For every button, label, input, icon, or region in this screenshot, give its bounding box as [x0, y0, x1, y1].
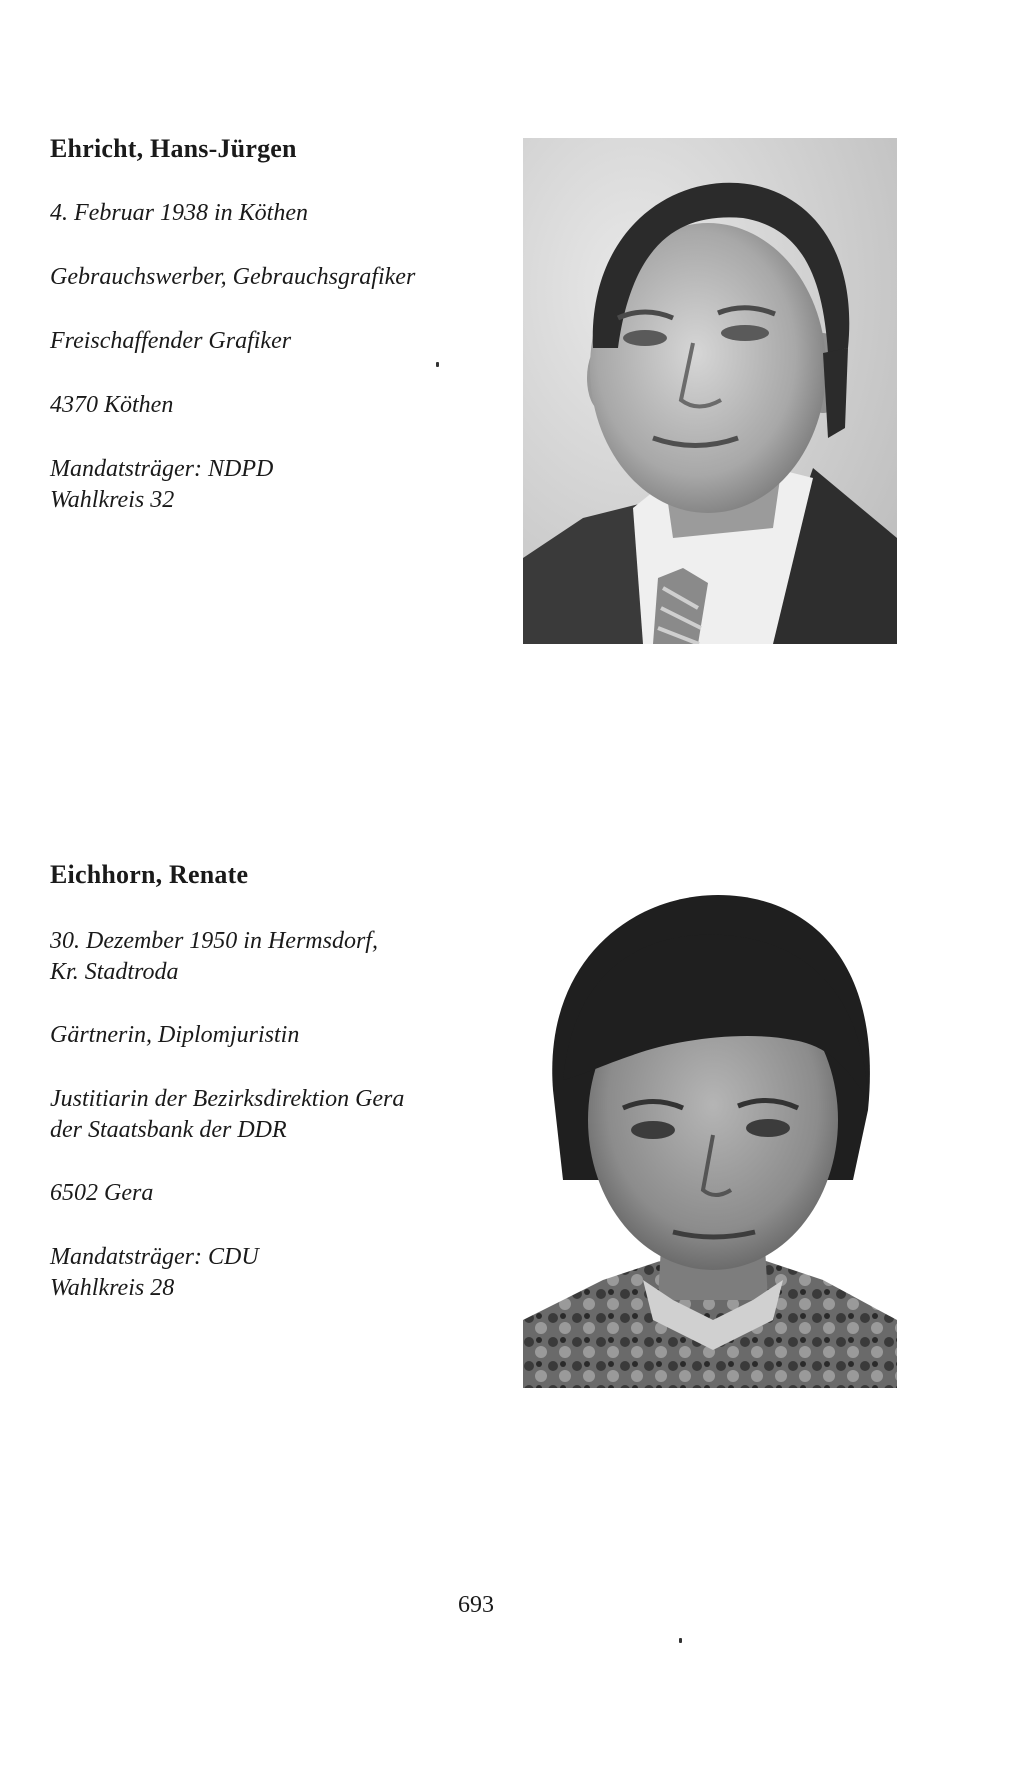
entry-birth-line2: Kr. Stadtroda	[50, 959, 179, 985]
entry-name: Eichhorn, Renate	[50, 860, 249, 889]
entry-constituency: Wahlkreis 32	[50, 487, 175, 513]
entry-position: Freischaffender Grafiker	[50, 328, 292, 354]
entry-name: Ehricht, Hans-Jürgen	[50, 134, 297, 163]
print-speck	[679, 1638, 682, 1643]
entry-location: 4370 Köthen	[50, 392, 174, 418]
print-speck	[436, 362, 439, 367]
page-number: 693	[458, 1592, 494, 1618]
entry-birth-line1: 30. Dezember 1950 in Hermsdorf,	[50, 928, 378, 954]
entry-birth: 4. Februar 1938 in Köthen	[50, 200, 308, 226]
entry-position-line1: Justitiarin der Bezirksdirektion Gera	[50, 1086, 405, 1112]
portrait-photo-male	[523, 138, 897, 644]
entry-profession: Gärtnerin, Diplomjuristin	[50, 1022, 300, 1048]
entry-profession: Gebrauchswerber, Gebrauchsgrafiker	[50, 264, 416, 290]
entry-mandate: Mandatsträger: NDPD	[50, 456, 274, 482]
biography-entry-ehricht	[0, 0, 1024, 700]
portrait-photo-female	[523, 880, 897, 1388]
entry-position-line2: der Staatsbank der DDR	[50, 1117, 287, 1143]
entry-constituency: Wahlkreis 28	[50, 1275, 175, 1301]
entry-mandate: Mandatsträger: CDU	[50, 1244, 259, 1270]
entry-location: 6502 Gera	[50, 1180, 154, 1206]
biography-entry-eichhorn	[0, 860, 1024, 1420]
